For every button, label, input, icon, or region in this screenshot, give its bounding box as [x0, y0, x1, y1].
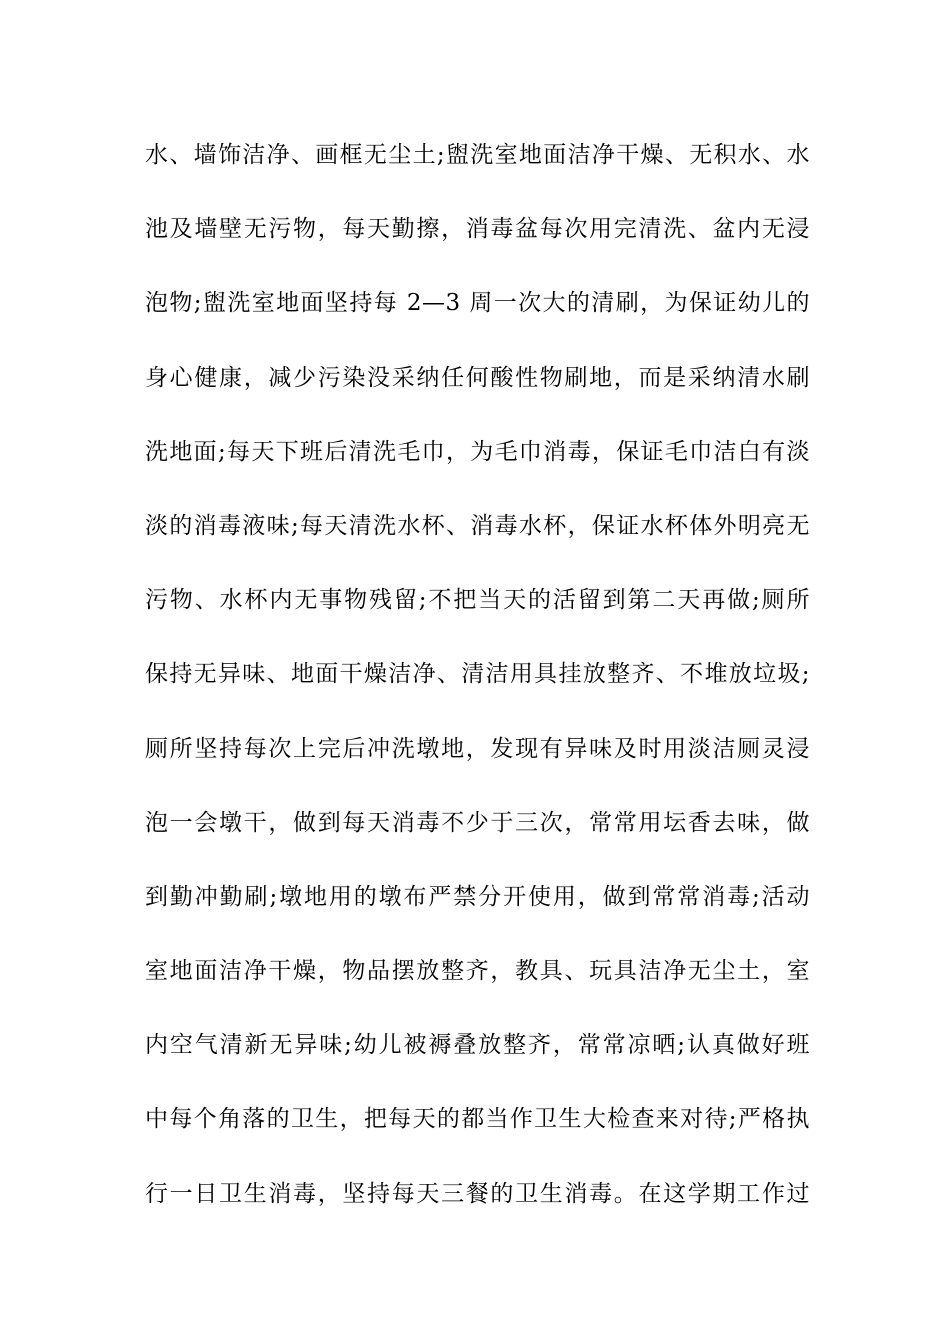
text-line-15: 行一日卫生消毒，坚持每天三餐的卫生消毒。在这学期工作过	[145, 1180, 810, 1207]
text-line-13: 内空气清新无异味;幼儿被褥叠放整齐，常常凉晒;认真做好班	[145, 1032, 810, 1059]
text-line-9: 厕所坚持每次上完后冲洗墩地，发现有异味及时用淡洁厕灵浸	[145, 735, 810, 762]
text-line-12: 室地面洁净干燥，物品摆放整齐，教具、玩具洁净无尘土，室	[145, 958, 810, 985]
text-line-2: 池及墙壁无污物，每天勤擦，消毒盆每次用完清洗、盆内无浸	[145, 216, 810, 243]
text-line-3: 泡物;盥洗室地面坚持每 2—3 周一次大的清刷，为保证幼儿的	[145, 290, 810, 317]
body-paragraph	[145, 131, 810, 1244]
text-line-11: 到勤冲勤刷;墩地用的墩布严禁分开使用，做到常常消毒;活动	[145, 883, 810, 910]
text-line-5: 洗地面;每天下班后清洗毛巾，为毛巾消毒，保证毛巾洁白有淡	[145, 438, 810, 465]
text-line-7: 污物、水杯内无事物残留;不把当天的活留到第二天再做;厕所	[145, 587, 810, 614]
text-line-4: 身心健康，减少污染没采纳任何酸性物刷地，而是采纳清水刷	[145, 364, 810, 391]
text-line-8: 保持无异味、地面干燥洁净、清洁用具挂放整齐、不堆放垃圾;	[145, 661, 810, 688]
text-line-14: 中每个角落的卫生，把每天的都当作卫生大检查来对待;严格执	[145, 1106, 810, 1133]
text-line-10: 泡一会墩干，做到每天消毒不少于三次，常常用坛香去味，做	[145, 809, 810, 836]
text-line-6: 淡的消毒液味;每天清洗水杯、消毒水杯，保证水杯体外明亮无	[145, 512, 810, 539]
text-line-1: 水、墙饰洁净、画框无尘土;盥洗室地面洁净干燥、无积水、水	[145, 142, 810, 168]
